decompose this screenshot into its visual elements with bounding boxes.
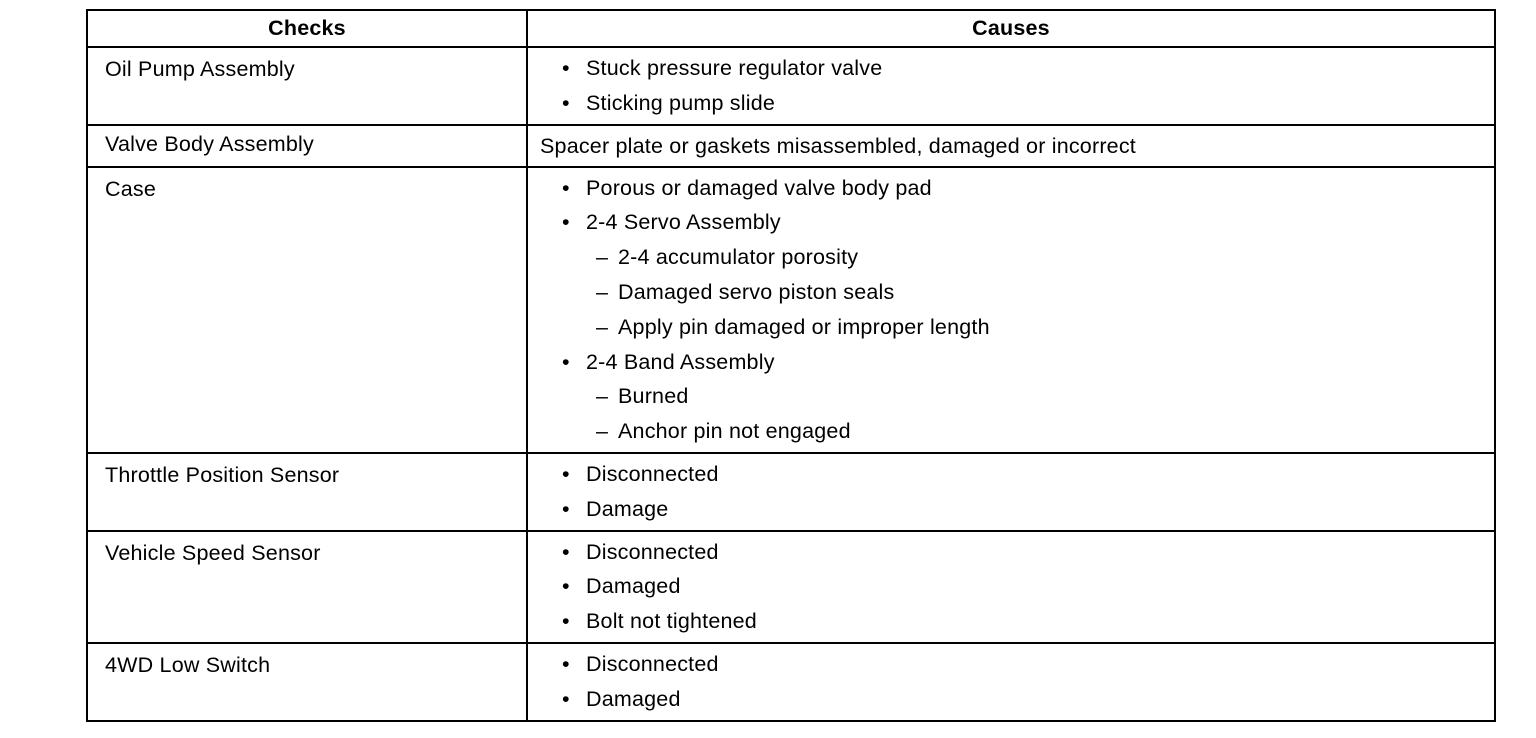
table-row (87, 531, 1495, 643)
cause-subitem: – Burned (562, 382, 1494, 417)
checks-causes-table (86, 9, 1496, 722)
cause-item: • Disconnected (562, 538, 1494, 573)
table-row (87, 453, 1495, 531)
cause-subitem: – 2-4 accumulator porosity (562, 243, 1494, 278)
cause-item: • Damaged (562, 572, 1494, 607)
cause-item: • Porous or damaged valve body pad (562, 174, 1494, 209)
table-row (87, 125, 1495, 167)
cause-subitem: – Damaged servo piston seals (562, 278, 1494, 313)
cause-item: • 2-4 Band Assembly (562, 348, 1494, 383)
cause-item: • 2-4 Servo Assembly (562, 208, 1494, 243)
causes-cell (527, 643, 1495, 721)
table-row (87, 643, 1495, 721)
check-cell: Vehicle Speed Sensor (87, 531, 527, 643)
causes-column-header: Causes (527, 10, 1495, 47)
check-cell: 4WD Low Switch (87, 643, 527, 721)
cause-item: • Damage (562, 495, 1494, 530)
cause-item: • Damaged (562, 685, 1494, 720)
header-row (87, 10, 1495, 47)
check-cell: Throttle Position Sensor (87, 453, 527, 531)
table-row (87, 167, 1495, 453)
causes-cell (527, 531, 1495, 643)
table-row (87, 47, 1495, 125)
causes-cell (527, 167, 1495, 453)
cause-item: • Bolt not tightened (562, 607, 1494, 642)
cause-subitem: – Apply pin damaged or improper length (562, 313, 1494, 348)
check-cell: Oil Pump Assembly (87, 47, 527, 125)
cause-subitem: – Anchor pin not engaged (562, 417, 1494, 452)
checks-column-header: Checks (87, 10, 527, 47)
check-cell: Case (87, 167, 527, 453)
causes-cell (527, 47, 1495, 125)
cause-item: • Sticking pump slide (562, 89, 1494, 124)
check-cell: Valve Body Assembly (87, 125, 527, 167)
cause-item: • Disconnected (562, 460, 1494, 495)
cause-item: • Disconnected (562, 650, 1494, 685)
cause-item: • Stuck pressure regulator valve (562, 54, 1494, 89)
causes-cell (527, 453, 1495, 531)
causes-cell (527, 125, 1495, 167)
cause-text: Spacer plate or gaskets misassembled, damaged or incorrect (540, 133, 1136, 158)
